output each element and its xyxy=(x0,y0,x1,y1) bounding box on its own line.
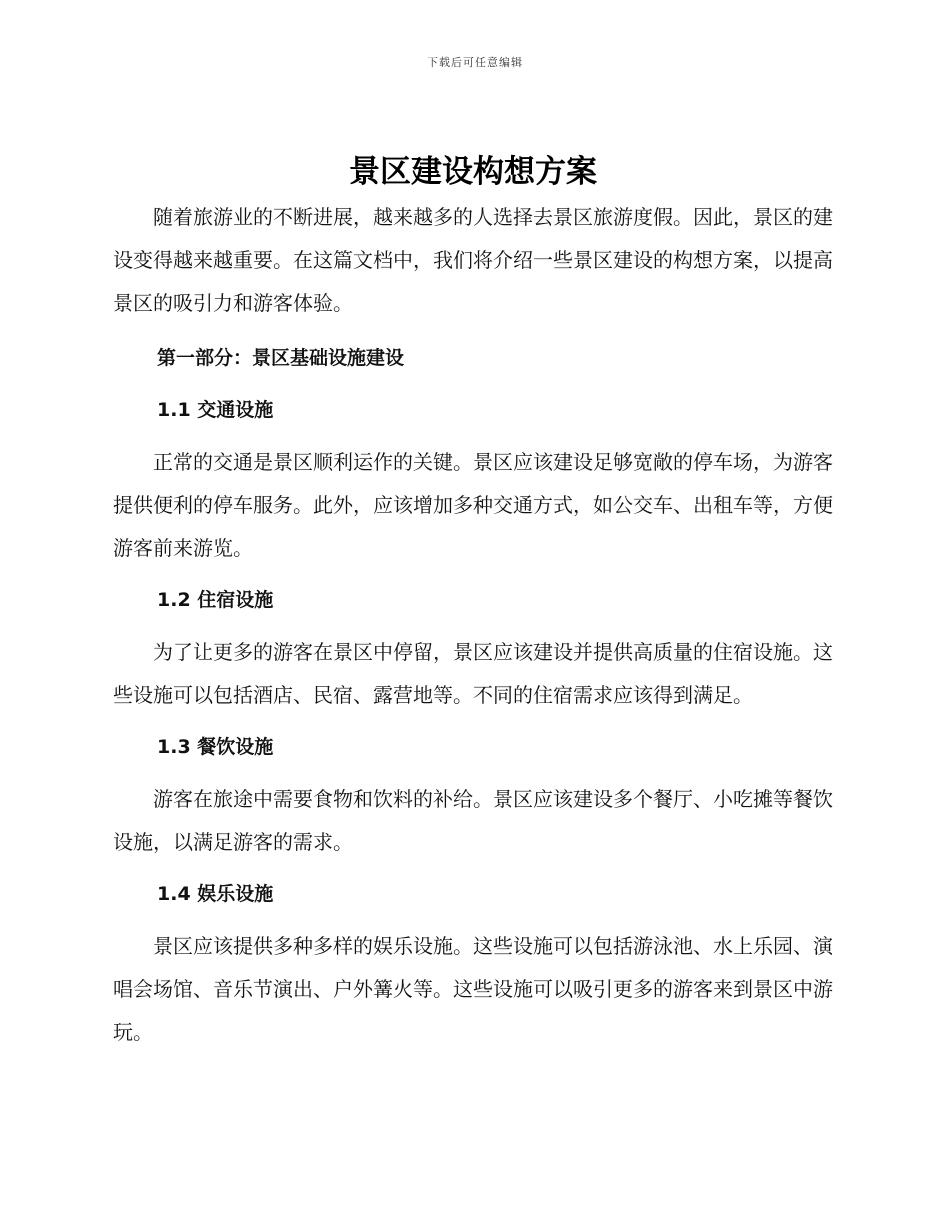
section-heading-lodging: 1.2 住宿设施 xyxy=(157,589,274,611)
document-body xyxy=(113,148,833,1054)
section-body-transport: 正常的交通是景区顺利运作的关键。景区应该建设足够宽敞的停车场，为游客提供便利的停车服务。此外，应该增加多种交通方式，如公交车、出租车等，方便游客前来游览。 xyxy=(113,450,833,560)
section-body-entertainment: 景区应该提供多种多样的娱乐设施。这些设施可以包括游泳池、水上乐园、演唱会场馆、音乐节演出、户外篝火等。这些设施可以吸引更多的游客来到景区中游玩。 xyxy=(113,934,833,1044)
section-heading-transport: 1.1 交通设施 xyxy=(157,399,274,421)
header-note: 下载后可任意编辑 xyxy=(427,56,523,69)
section-heading-dining: 1.3 餐饮设施 xyxy=(157,736,274,758)
intro-paragraph: 随着旅游业的不断进展，越来越多的人选择去景区旅游度假。因此，景区的建设变得越来越重要。在这篇文档中，我们将介绍一些景区建设的构想方案，以提高景区的吸引力和游客体验。 xyxy=(113,205,833,315)
part-heading: 第一部分：景区基础设施建设 xyxy=(157,347,405,369)
section-heading-entertainment: 1.4 娱乐设施 xyxy=(157,883,274,905)
document-title: 景区建设构想方案 xyxy=(349,154,597,190)
section-body-dining: 游客在旅途中需要食物和饮料的补给。景区应该建设多个餐厅、小吃摊等餐饮设施，以满足游客的需求。 xyxy=(113,787,833,854)
section-body-lodging: 为了让更多的游客在景区中停留，景区应该建设并提供高质量的住宿设施。这些设施可以包括酒店、民宿、露营地等。不同的住宿需求应该得到满足。 xyxy=(113,640,833,707)
